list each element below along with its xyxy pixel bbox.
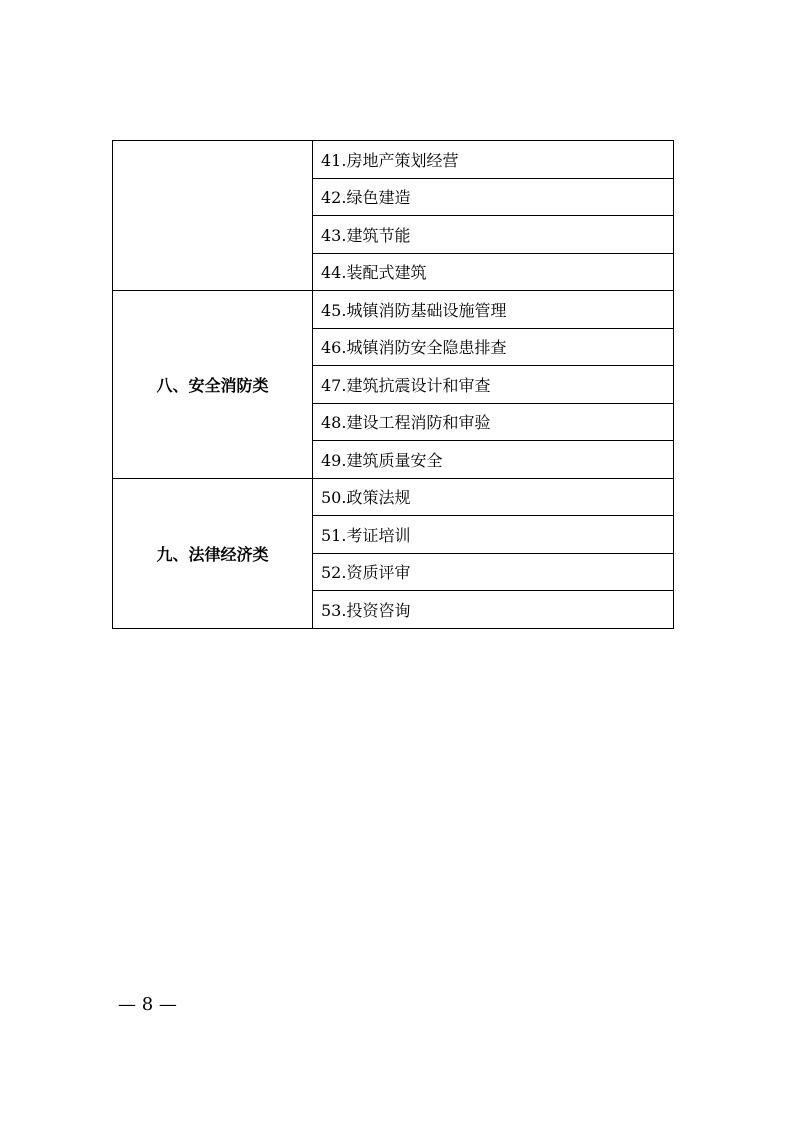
- item-cell: 47.建筑抗震设计和审查: [313, 366, 674, 404]
- item-cell: 51.考证培训: [313, 516, 674, 554]
- item-cell: 52.资质评审: [313, 553, 674, 591]
- item-cell: 44.装配式建筑: [313, 253, 674, 291]
- item-cell: 46.城镇消防安全隐患排查: [313, 328, 674, 366]
- category-table: [112, 140, 674, 629]
- page-number: — 8 —: [118, 994, 177, 1015]
- item-cell: 41.房地产策划经营: [313, 141, 674, 179]
- table-row: [113, 291, 674, 329]
- item-cell: 50.政策法规: [313, 478, 674, 516]
- item-cell: 43.建筑节能: [313, 216, 674, 254]
- category-cell: [113, 141, 313, 291]
- item-cell: 49.建筑质量安全: [313, 441, 674, 479]
- category-cell: 九、法律经济类: [113, 478, 313, 628]
- item-cell: 48.建设工程消防和审验: [313, 403, 674, 441]
- table-row: [113, 141, 674, 179]
- item-cell: 53.投资咨询: [313, 591, 674, 629]
- category-cell: 八、安全消防类: [113, 291, 313, 479]
- table-row: [113, 478, 674, 516]
- item-cell: 45.城镇消防基础设施管理: [313, 291, 674, 329]
- item-cell: 42.绿色建造: [313, 178, 674, 216]
